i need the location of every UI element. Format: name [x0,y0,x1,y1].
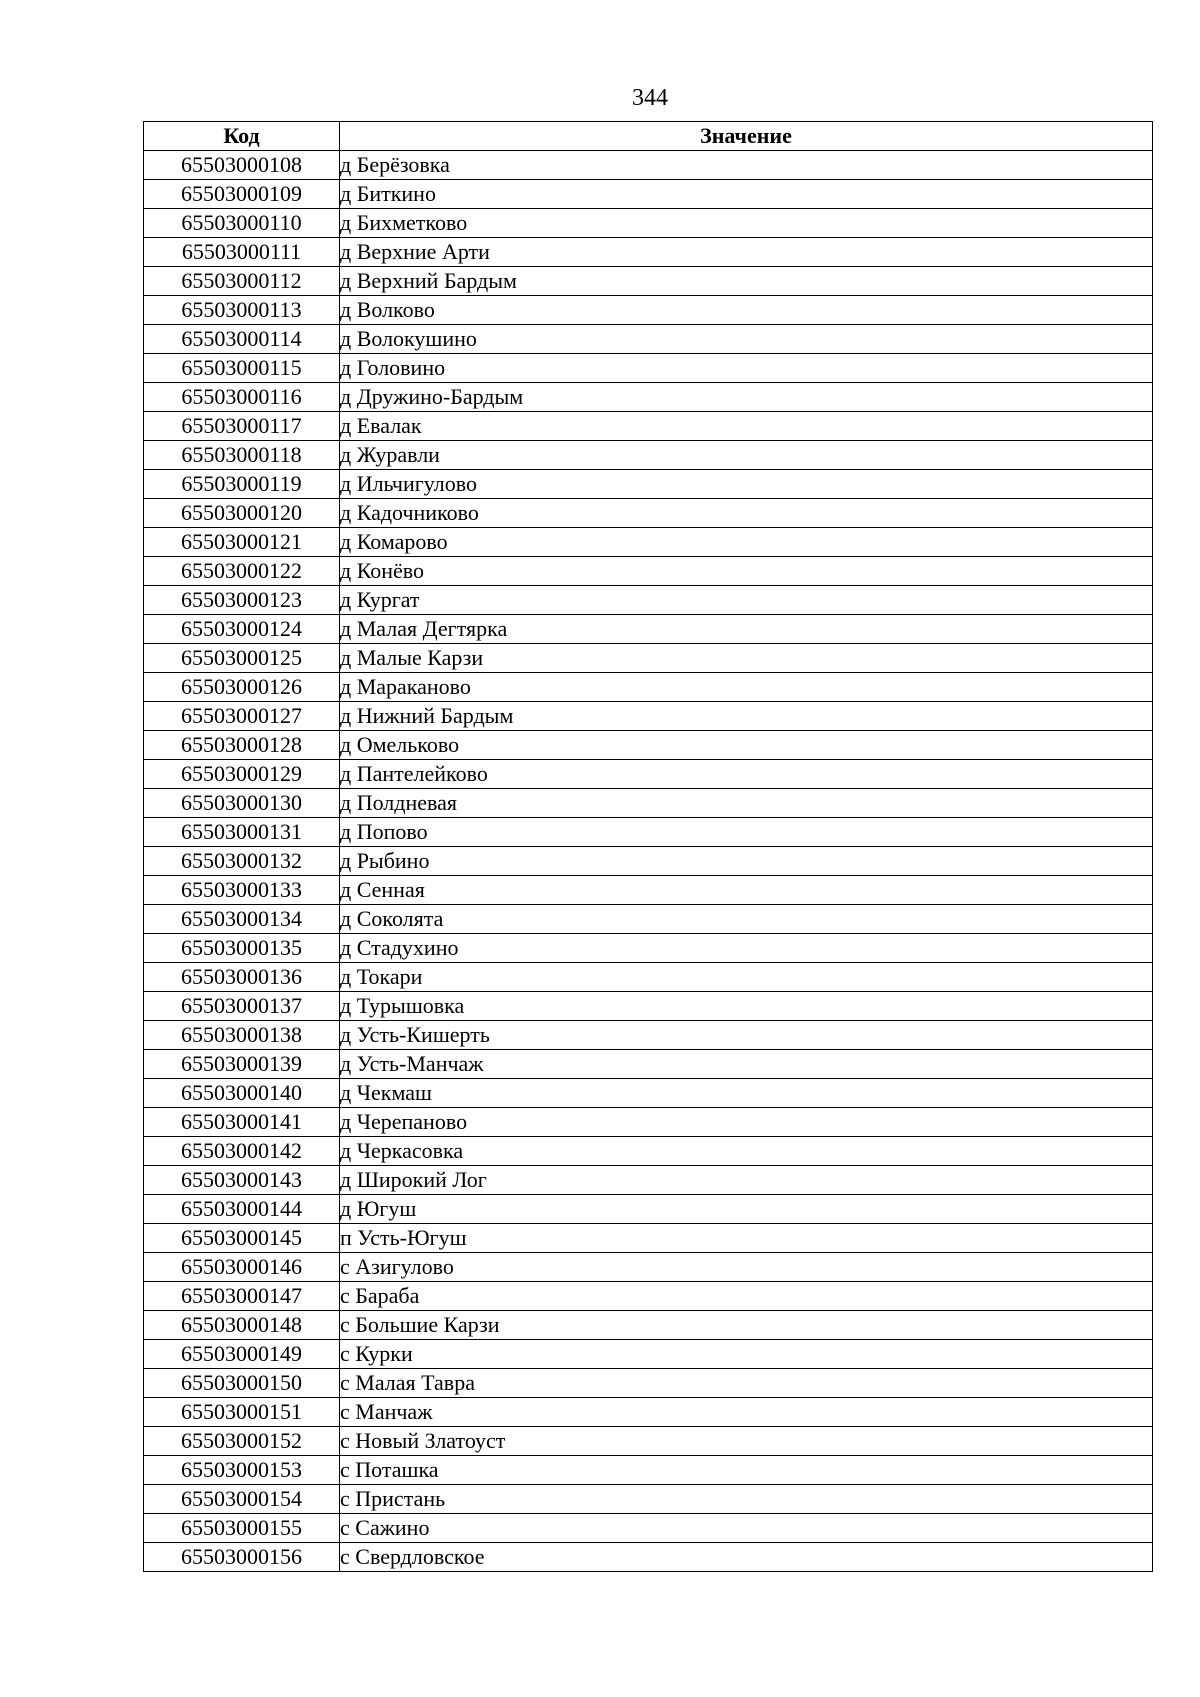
column-header-code: Код [144,122,340,151]
table-row [144,1427,1153,1456]
table-row [144,1514,1153,1543]
code-cell: 65503000110 [144,209,340,238]
table-row [144,760,1153,789]
code-cell: 65503000148 [144,1311,340,1340]
table-row [144,1224,1153,1253]
code-cell: 65503000143 [144,1166,340,1195]
code-cell: 65503000155 [144,1514,340,1543]
code-cell: 65503000144 [144,1195,340,1224]
table-row [144,673,1153,702]
table-row [144,238,1153,267]
value-cell: с Малая Тавра [340,1369,1153,1398]
value-cell: д Берёзовка [340,151,1153,180]
code-cell: 65503000117 [144,412,340,441]
code-cell: 65503000112 [144,267,340,296]
code-cell: 65503000131 [144,818,340,847]
value-cell: с Азигулово [340,1253,1153,1282]
value-cell: д Ильчигулово [340,470,1153,499]
value-cell: д Усть-Кишерть [340,1021,1153,1050]
code-cell: 65503000137 [144,992,340,1021]
page-number: 344 [632,85,668,111]
code-cell: 65503000151 [144,1398,340,1427]
table-row [144,325,1153,354]
table-row [144,615,1153,644]
table-row [144,992,1153,1021]
value-cell: д Полдневая [340,789,1153,818]
code-cell: 65503000129 [144,760,340,789]
table-row [144,1340,1153,1369]
code-cell: 65503000114 [144,325,340,354]
value-cell: д Кургат [340,586,1153,615]
table-row [144,876,1153,905]
table-row [144,702,1153,731]
table-row [144,296,1153,325]
value-cell: д Токари [340,963,1153,992]
value-cell: д Черепаново [340,1108,1153,1137]
code-cell: 65503000141 [144,1108,340,1137]
value-cell: д Волокушино [340,325,1153,354]
code-cell: 65503000149 [144,1340,340,1369]
table-row [144,354,1153,383]
table-row [144,1021,1153,1050]
table-row [144,383,1153,412]
value-cell: д Черкасовка [340,1137,1153,1166]
value-cell: с Сажино [340,1514,1153,1543]
code-cell: 65503000132 [144,847,340,876]
code-cell: 65503000130 [144,789,340,818]
table-row [144,818,1153,847]
table-row [144,1108,1153,1137]
table-row [144,644,1153,673]
value-cell: д Пантелейково [340,760,1153,789]
table-row [144,934,1153,963]
table-row [144,1485,1153,1514]
value-cell: д Усть-Манчаж [340,1050,1153,1079]
value-cell: д Широкий Лог [340,1166,1153,1195]
code-cell: 65503000156 [144,1543,340,1572]
value-cell: д Комарово [340,528,1153,557]
value-cell: д Журавли [340,441,1153,470]
value-cell: д Верхний Бардым [340,267,1153,296]
code-cell: 65503000109 [144,180,340,209]
code-cell: 65503000146 [144,1253,340,1282]
table-row [144,470,1153,499]
code-cell: 65503000128 [144,731,340,760]
table-row [144,1079,1153,1108]
table-row [144,1050,1153,1079]
table-row [144,267,1153,296]
table-row [144,180,1153,209]
code-cell: 65503000123 [144,586,340,615]
value-cell: д Волково [340,296,1153,325]
value-cell: д Малая Дегтярка [340,615,1153,644]
code-cell: 65503000125 [144,644,340,673]
code-cell: 65503000138 [144,1021,340,1050]
code-cell: 65503000116 [144,383,340,412]
value-cell: д Мараканово [340,673,1153,702]
code-cell: 65503000118 [144,441,340,470]
value-cell: д Кадочниково [340,499,1153,528]
table-row [144,1369,1153,1398]
value-cell: д Турышовка [340,992,1153,1021]
value-cell: д Головино [340,354,1153,383]
value-cell: д Верхние Арти [340,238,1153,267]
table-row [144,1311,1153,1340]
code-cell: 65503000142 [144,1137,340,1166]
value-cell: д Попово [340,818,1153,847]
code-cell: 65503000121 [144,528,340,557]
value-cell: с Свердловское [340,1543,1153,1572]
code-cell: 65503000108 [144,151,340,180]
value-cell: д Рыбино [340,847,1153,876]
table-body [144,151,1153,1572]
code-cell: 65503000115 [144,354,340,383]
code-cell: 65503000150 [144,1369,340,1398]
table-row [144,789,1153,818]
value-cell: д Соколята [340,905,1153,934]
codes-table [143,121,1153,1572]
code-cell: 65503000145 [144,1224,340,1253]
value-cell: д Нижний Бардым [340,702,1153,731]
table-row [144,528,1153,557]
table-row [144,1253,1153,1282]
code-cell: 65503000111 [144,238,340,267]
value-cell: с Поташка [340,1456,1153,1485]
code-cell: 65503000135 [144,934,340,963]
table-row [144,499,1153,528]
table-row [144,905,1153,934]
value-cell: д Стадухино [340,934,1153,963]
table-row [144,1282,1153,1311]
column-header-value: Значение [340,122,1153,151]
table-row [144,412,1153,441]
code-cell: 65503000136 [144,963,340,992]
code-cell: 65503000113 [144,296,340,325]
code-cell: 65503000134 [144,905,340,934]
value-cell: с Манчаж [340,1398,1153,1427]
value-cell: д Евалак [340,412,1153,441]
code-cell: 65503000120 [144,499,340,528]
code-cell: 65503000139 [144,1050,340,1079]
code-cell: 65503000147 [144,1282,340,1311]
code-cell: 65503000127 [144,702,340,731]
value-cell: д Бихметково [340,209,1153,238]
table-row [144,209,1153,238]
table-row [144,1166,1153,1195]
value-cell: с Большие Карзи [340,1311,1153,1340]
value-cell: д Чекмаш [340,1079,1153,1108]
code-cell: 65503000154 [144,1485,340,1514]
table-row [144,1456,1153,1485]
code-cell: 65503000119 [144,470,340,499]
table-row [144,963,1153,992]
value-cell: д Сенная [340,876,1153,905]
value-cell: д Конёво [340,557,1153,586]
code-cell: 65503000152 [144,1427,340,1456]
value-cell: д Биткино [340,180,1153,209]
code-cell: 65503000140 [144,1079,340,1108]
table-row [144,1195,1153,1224]
table-row [144,586,1153,615]
value-cell: с Пристань [340,1485,1153,1514]
table-row [144,151,1153,180]
table-row [144,1398,1153,1427]
value-cell: д Югуш [340,1195,1153,1224]
table-header-row [144,122,1153,151]
table-row [144,441,1153,470]
value-cell: с Курки [340,1340,1153,1369]
code-cell: 65503000133 [144,876,340,905]
table-row [144,731,1153,760]
code-cell: 65503000122 [144,557,340,586]
code-cell: 65503000124 [144,615,340,644]
value-cell: п Усть-Югуш [340,1224,1153,1253]
value-cell: д Омельково [340,731,1153,760]
table-row [144,1137,1153,1166]
table-row [144,847,1153,876]
value-cell: д Малые Карзи [340,644,1153,673]
code-cell: 65503000153 [144,1456,340,1485]
table-row [144,1543,1153,1572]
value-cell: с Новый Златоуст [340,1427,1153,1456]
value-cell: д Дружино-Бардым [340,383,1153,412]
code-cell: 65503000126 [144,673,340,702]
table-row [144,557,1153,586]
value-cell: с Бараба [340,1282,1153,1311]
